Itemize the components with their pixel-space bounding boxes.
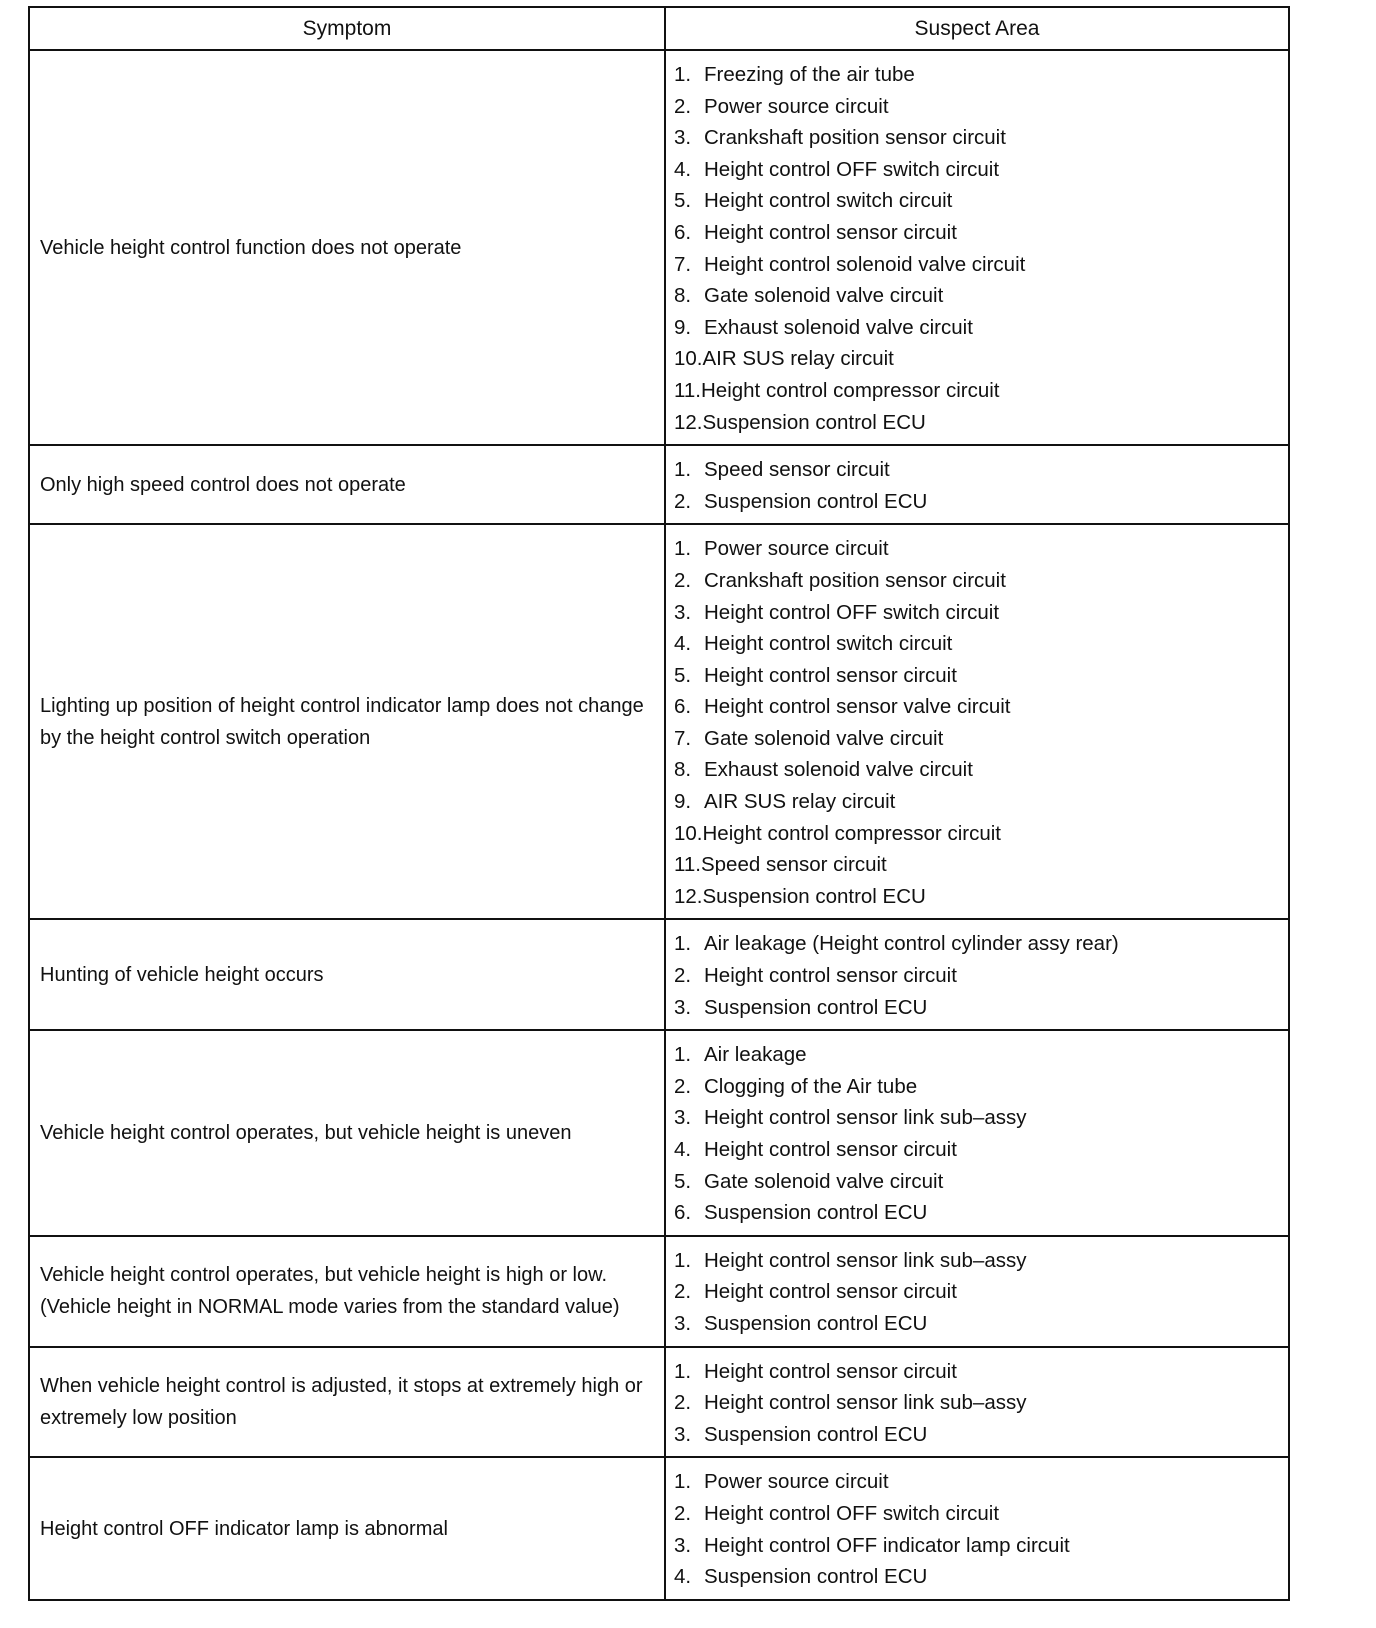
- suspect-number: 8.: [674, 758, 692, 782]
- suspect-text: Suspension control ECU: [704, 489, 928, 513]
- suspect-number: 2.: [674, 489, 692, 513]
- suspect-item: [674, 849, 1282, 881]
- suspect-text: Height control sensor circuit: [704, 1359, 957, 1383]
- suspect-item: [674, 1134, 1282, 1166]
- suspect-number: 12.: [674, 884, 703, 908]
- suspect-item: [674, 881, 1282, 913]
- suspect-item: [674, 280, 1282, 312]
- suspect-text: Speed sensor circuit: [700, 853, 887, 877]
- suspect-item: [674, 533, 1282, 565]
- suspect-item: [674, 1561, 1282, 1593]
- suspect-number: 2.: [674, 964, 692, 988]
- suspect-number: 4.: [674, 632, 692, 656]
- suspect-number: 8.: [674, 284, 692, 308]
- suspect-item: [674, 1071, 1282, 1103]
- suspect-list: [674, 454, 1282, 517]
- suspect-number: 6.: [674, 1201, 692, 1225]
- suspect-text: Power source circuit: [704, 94, 889, 118]
- suspect-text: AIR SUS relay circuit: [702, 347, 894, 371]
- suspect-item: [674, 960, 1282, 992]
- suspect-text: Air leakage: [704, 1043, 807, 1067]
- suspect-text: Height control sensor link sub–assy: [704, 1248, 1027, 1272]
- table-row: [29, 1030, 1289, 1236]
- suspect-number: 2.: [674, 94, 692, 118]
- suspect-item: [674, 691, 1282, 723]
- suspect-text: Exhaust solenoid valve circuit: [704, 315, 973, 339]
- suspect-item: [674, 1498, 1282, 1530]
- suspect-text: Height control OFF indicator lamp circuit: [704, 1533, 1070, 1557]
- suspect-text: Height control OFF switch circuit: [704, 600, 1000, 624]
- table-row: [29, 524, 1289, 919]
- suspect-number: 10.: [674, 821, 703, 845]
- suspect-item: [674, 1102, 1282, 1134]
- suspect-item: [674, 185, 1282, 217]
- suspect-number: 4.: [674, 1138, 692, 1161]
- suspect-number: 11.: [674, 853, 701, 877]
- suspect-item: [674, 59, 1282, 91]
- suspect-item: [674, 1419, 1282, 1451]
- suspect-item: [674, 343, 1282, 375]
- suspect-number: 1.: [674, 1470, 692, 1494]
- suspect-area-cell: [665, 1236, 1289, 1347]
- suspect-item: [674, 1356, 1282, 1388]
- header-symptom: Symptom: [29, 7, 665, 50]
- suspect-area-cell: [665, 445, 1289, 524]
- suspect-text: Suspension control ECU: [704, 1311, 928, 1335]
- suspect-number: 3.: [674, 600, 692, 624]
- suspect-area-cell: [665, 919, 1289, 1030]
- symptom-cell: Vehicle height control function does not operate: [29, 50, 665, 445]
- suspect-number: 11.: [674, 378, 701, 402]
- suspect-item: [674, 818, 1282, 850]
- suspect-number: 3.: [674, 1311, 692, 1335]
- suspect-area-cell: [665, 1457, 1289, 1599]
- suspect-text: Height control sensor valve circuit: [704, 695, 1011, 719]
- suspect-number: 2.: [674, 568, 692, 592]
- suspect-text: Height control compressor circuit: [700, 378, 1000, 402]
- suspect-text: Clogging of the Air tube: [704, 1074, 918, 1098]
- suspect-number: 1.: [674, 63, 692, 86]
- suspect-text: Speed sensor circuit: [704, 458, 890, 482]
- suspect-number: 2.: [674, 1280, 692, 1304]
- header-suspect-area: Suspect Area: [665, 7, 1289, 50]
- suspect-text: Height control sensor circuit: [704, 663, 957, 687]
- suspect-number: 3.: [674, 1106, 692, 1130]
- table-row: [29, 445, 1289, 524]
- suspect-item: [674, 1197, 1282, 1229]
- suspect-number: 4.: [674, 157, 692, 181]
- suspect-area-cell: [665, 524, 1289, 919]
- suspect-item: [674, 1466, 1282, 1498]
- suspect-item: [674, 1387, 1282, 1419]
- suspect-text: Height control sensor link sub–assy: [704, 1391, 1027, 1415]
- suspect-number: 3.: [674, 1422, 692, 1446]
- suspect-text: Height control sensor circuit: [704, 220, 957, 244]
- suspect-text: Height control solenoid valve circuit: [704, 252, 1026, 276]
- suspect-text: Crankshaft position sensor circuit: [704, 126, 1006, 150]
- suspect-text: Freezing of the air tube: [704, 63, 915, 86]
- suspect-item: [674, 660, 1282, 692]
- suspect-number: 9.: [674, 315, 692, 339]
- suspect-list: [674, 928, 1282, 1023]
- suspect-text: Height control sensor circuit: [704, 1280, 957, 1304]
- table-row: [29, 1457, 1289, 1599]
- suspect-item: [674, 1166, 1282, 1198]
- suspect-number: 1.: [674, 1043, 692, 1067]
- suspect-text: Exhaust solenoid valve circuit: [704, 758, 973, 782]
- suspect-text: Suspension control ECU: [704, 995, 928, 1019]
- suspect-item: [674, 154, 1282, 186]
- suspect-area-cell: [665, 1030, 1289, 1236]
- suspect-number: 5.: [674, 1169, 692, 1193]
- suspect-number: 1.: [674, 458, 692, 482]
- suspect-text: Height control switch circuit: [704, 189, 953, 213]
- suspect-item: [674, 597, 1282, 629]
- suspect-number: 3.: [674, 126, 692, 150]
- table-row: [29, 1236, 1289, 1347]
- suspect-item: [674, 723, 1282, 755]
- symptom-cell: Only high speed control does not operate: [29, 445, 665, 524]
- suspect-text: Height control OFF switch circuit: [704, 1501, 1000, 1525]
- suspect-text: Height control sensor circuit: [704, 1138, 957, 1161]
- suspect-text: Height control switch circuit: [704, 632, 953, 656]
- suspect-number: 10.: [674, 347, 703, 371]
- suspect-item: [674, 1276, 1282, 1308]
- suspect-item: [674, 928, 1282, 960]
- suspect-number: 4.: [674, 1565, 692, 1589]
- table-row: [29, 50, 1289, 445]
- suspect-text: Air leakage (Height control cylinder assy rear): [704, 932, 1119, 956]
- suspect-item: [674, 249, 1282, 281]
- suspect-number: 9.: [674, 790, 692, 814]
- table-body: [29, 50, 1289, 1600]
- suspect-item: [674, 786, 1282, 818]
- suspect-item: [674, 628, 1282, 660]
- suspect-text: Suspension control ECU: [704, 1422, 928, 1446]
- table-row: [29, 1347, 1289, 1458]
- suspect-text: Power source circuit: [704, 1470, 889, 1494]
- suspect-item: [674, 992, 1282, 1024]
- suspect-item: [674, 1308, 1282, 1340]
- suspect-item: [674, 754, 1282, 786]
- suspect-number: 5.: [674, 189, 692, 213]
- suspect-area-cell: [665, 1347, 1289, 1458]
- suspect-number: 2.: [674, 1501, 692, 1525]
- symptom-cell: When vehicle height control is adjusted, it stops at extremely high or extremely low position: [29, 1347, 665, 1458]
- suspect-item: [674, 1530, 1282, 1562]
- suspect-number: 6.: [674, 695, 692, 719]
- suspect-list: [674, 1039, 1282, 1229]
- suspect-number: 12.: [674, 410, 703, 434]
- symptom-cell: Height control OFF indicator lamp is abnormal: [29, 1457, 665, 1599]
- suspect-list: [674, 1356, 1282, 1451]
- suspect-number: 1.: [674, 1248, 692, 1272]
- suspect-item: [674, 91, 1282, 123]
- suspect-text: Suspension control ECU: [704, 1565, 928, 1589]
- suspect-text: Power source circuit: [704, 537, 889, 561]
- suspect-number: 7.: [674, 252, 692, 276]
- suspect-item: [674, 312, 1282, 344]
- suspect-number: 2.: [674, 1074, 692, 1098]
- suspect-area-cell: [665, 50, 1289, 445]
- suspect-text: Gate solenoid valve circuit: [704, 726, 944, 750]
- suspect-item: [674, 565, 1282, 597]
- suspect-text: Suspension control ECU: [702, 410, 926, 434]
- suspect-item: [674, 486, 1282, 518]
- suspect-item: [674, 1245, 1282, 1277]
- suspect-list: [674, 533, 1282, 912]
- suspect-number: 2.: [674, 1391, 692, 1415]
- suspect-number: 6.: [674, 220, 692, 244]
- suspect-list: [674, 1466, 1282, 1592]
- suspect-number: 1.: [674, 1359, 692, 1383]
- troubleshooting-table: [28, 6, 1290, 1601]
- suspect-item: [674, 375, 1282, 407]
- suspect-text: Height control sensor link sub–assy: [704, 1106, 1027, 1130]
- suspect-text: Height control compressor circuit: [702, 821, 1001, 845]
- suspect-item: [674, 217, 1282, 249]
- suspect-item: [674, 407, 1282, 439]
- suspect-text: Height control OFF switch circuit: [704, 157, 1000, 181]
- suspect-text: Gate solenoid valve circuit: [704, 284, 944, 308]
- suspect-text: Suspension control ECU: [704, 1201, 928, 1225]
- suspect-number: 1.: [674, 537, 692, 561]
- symptom-cell: Vehicle height control operates, but vehicle height is high or low. (Vehicle height in NORMAL mode varies from the standard value): [29, 1236, 665, 1347]
- suspect-text: Crankshaft position sensor circuit: [704, 568, 1006, 592]
- suspect-number: 3.: [674, 995, 692, 1019]
- suspect-item: [674, 1039, 1282, 1071]
- suspect-number: 3.: [674, 1533, 692, 1557]
- suspect-list: [674, 1245, 1282, 1340]
- symptom-cell: Hunting of vehicle height occurs: [29, 919, 665, 1030]
- suspect-list: [674, 59, 1282, 438]
- suspect-text: AIR SUS relay circuit: [704, 790, 896, 814]
- suspect-item: [674, 122, 1282, 154]
- suspect-number: 5.: [674, 663, 692, 687]
- table-row: [29, 919, 1289, 1030]
- suspect-text: Height control sensor circuit: [704, 964, 957, 988]
- suspect-number: 7.: [674, 726, 692, 750]
- header-row: [29, 7, 1289, 50]
- suspect-item: [674, 454, 1282, 486]
- suspect-text: Suspension control ECU: [702, 884, 926, 908]
- suspect-number: 1.: [674, 932, 692, 956]
- symptom-cell: Lighting up position of height control indicator lamp does not change by the height control switch operation: [29, 524, 665, 919]
- suspect-text: Gate solenoid valve circuit: [704, 1169, 944, 1193]
- symptom-cell: Vehicle height control operates, but vehicle height is uneven: [29, 1030, 665, 1236]
